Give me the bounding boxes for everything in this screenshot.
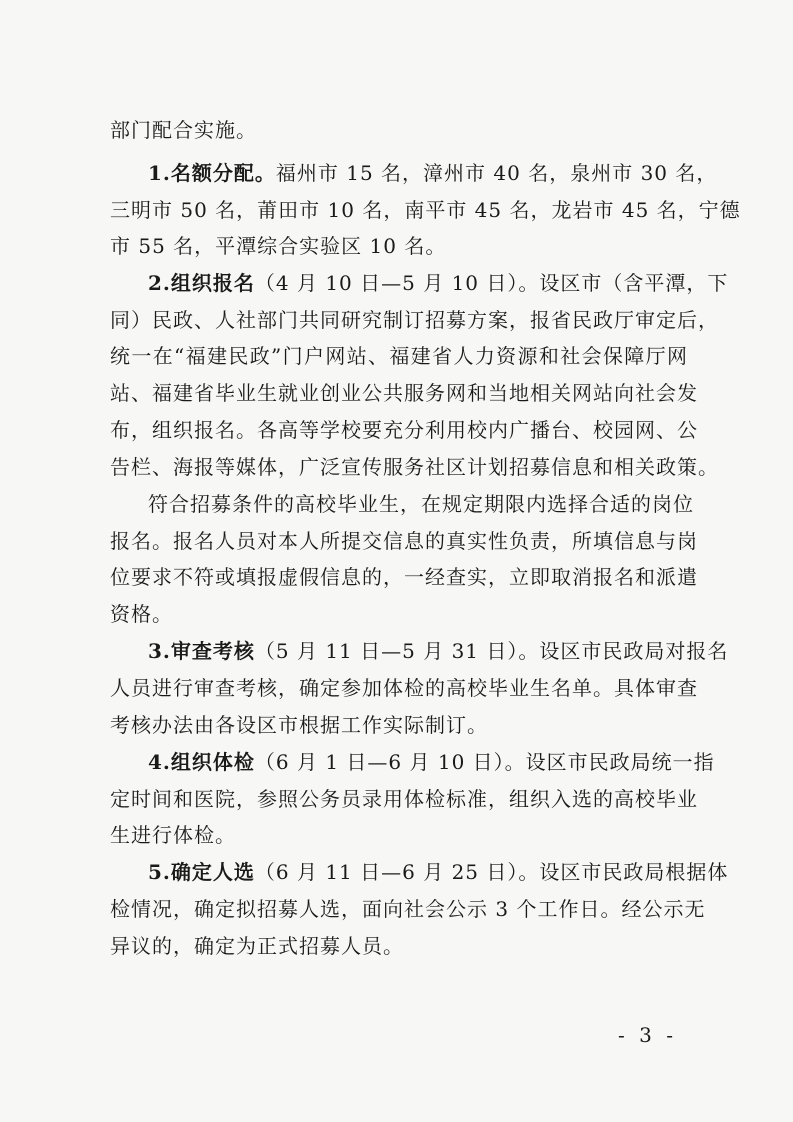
- paragraph-line: [110, 117, 688, 143]
- paragraph-line: [110, 822, 688, 848]
- line-text: 考核办法由各设区市根据工作实际制订。: [110, 713, 488, 737]
- line-text: 异议的，确定为正式招募人员。: [110, 934, 404, 958]
- paragraph-line: [110, 675, 698, 701]
- line-text: 符合招募条件的高校毕业生，在规定期限内选择合适的岗位: [148, 492, 694, 516]
- line-text: 同）民政、人社部门共同研究制订招募方案，报省民政厅审定后，: [110, 308, 719, 332]
- line-text: 生进行体检。: [110, 823, 236, 847]
- paragraph-line: [110, 786, 698, 812]
- line-text: 站、福建省毕业生就业创业公共服务网和当地相关网站向社会发: [110, 381, 698, 405]
- paragraph-line: [148, 491, 694, 517]
- paragraph-line: [110, 233, 688, 259]
- paragraph-line: [148, 638, 729, 664]
- paragraph-line: [148, 859, 729, 885]
- paragraph-line: [110, 454, 719, 480]
- paragraph-line: [148, 270, 729, 296]
- line-text: 检情况，确定拟招募人选，面向社会公示 3 个工作日。经公示无: [110, 897, 706, 921]
- line-text: 定时间和医院，参照公务员录用体检标准，组织入选的高校毕业: [110, 787, 698, 811]
- line-text: （5 月 11 日—5 月 31 日）。设区市民政局对报名: [254, 639, 729, 663]
- line-text: 市 55 名，平潭综合实验区 10 名。: [110, 234, 447, 258]
- paragraph-line: [148, 160, 718, 186]
- line-text: 布，组织报名。各高等学校要充分利用校内广播台、校园网、公: [110, 418, 698, 442]
- section-heading: 3.审查考核: [148, 639, 255, 663]
- paragraph-line: [110, 380, 698, 406]
- paragraph-line: [110, 933, 688, 959]
- line-text: 福州市 15 名，漳州市 40 名，泉州市 30 名，: [275, 161, 718, 185]
- section-heading: 1.名额分配。: [148, 161, 276, 185]
- paragraph-line: [110, 343, 688, 369]
- section-heading: 4.组织体检: [148, 750, 255, 774]
- paragraph-line: [110, 528, 698, 554]
- line-text: 资格。: [110, 602, 173, 626]
- paragraph-line: [148, 749, 715, 775]
- line-text: 部门配合实施。: [110, 118, 257, 142]
- paragraph-line: [110, 197, 741, 223]
- line-text: 报名。报名人员对本人所提交信息的真实性负责，所填信息与岗: [110, 529, 698, 553]
- paragraph-line: [110, 417, 698, 443]
- page-number: - 3 -: [618, 1023, 677, 1047]
- paragraph-line: [110, 896, 706, 922]
- section-heading: 2.组织报名: [148, 271, 255, 295]
- paragraph-line: [110, 712, 688, 738]
- line-text: 三明市 50 名，莆田市 10 名，南平市 45 名，龙岩市 45 名，宁德: [110, 198, 741, 222]
- line-text: （4 月 10 日—5 月 10 日）。设区市（含平潭，下: [254, 271, 729, 295]
- paragraph-line: [110, 601, 688, 627]
- line-text: （6 月 1 日—6 月 10 日）。设区市民政局统一指: [254, 750, 715, 774]
- line-text: 位要求不符或填报虚假信息的，一经查实，立即取消报名和派遣: [110, 565, 698, 589]
- section-heading: 5.确定人选: [148, 860, 255, 884]
- line-text: 告栏、海报等媒体，广泛宣传服务社区计划招募信息和相关政策。: [110, 455, 719, 479]
- line-text: 人员进行审查考核，确定参加体检的高校毕业生名单。具体审查: [110, 676, 698, 700]
- paragraph-line: [110, 564, 698, 590]
- line-text: （6 月 11 日—6 月 25 日）。设区市民政局根据体: [254, 860, 729, 884]
- paragraph-line: [110, 307, 719, 333]
- line-text: 统一在“福建民政”门户网站、福建省人力资源和社会保障厅网: [110, 344, 688, 368]
